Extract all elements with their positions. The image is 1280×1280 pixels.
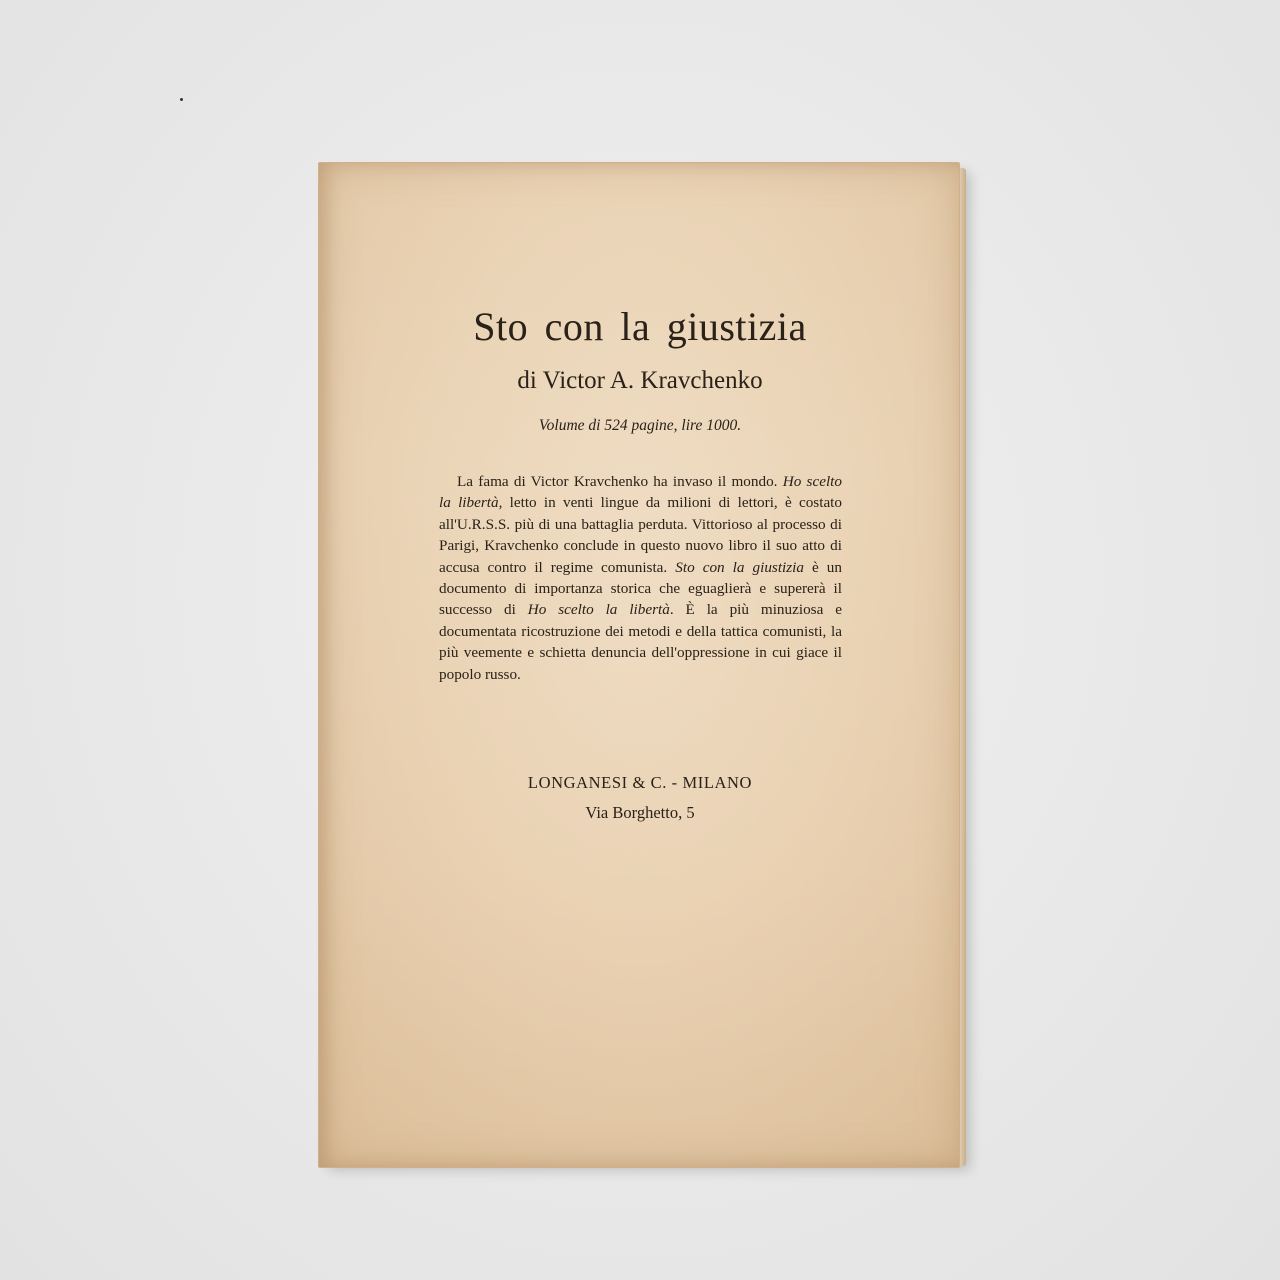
blurb-text: , letto in venti lingue da milioni di lettori, è costato all'U.R.S.S. più di una battaglia perduta. Vittorioso al processo di Parigi, Kravchenko conclude in questo nuovo libro il suo atto di accusa contro il regime comunista.	[439, 494, 842, 576]
blurb-book-title: Sto con la giustizia	[675, 558, 804, 576]
blurb-paragraph	[439, 471, 842, 685]
blurb-text: . È la più minuziosa e documentata ricostruzione dei metodi e della tattica comunisti, la più veemente e schietta denuncia dell'oppressione in cui giace il popolo russo.	[439, 601, 842, 683]
author-line: di Victor A. Kravchenko	[517, 367, 763, 394]
book-title: Sto con la giustizia	[473, 304, 807, 349]
publisher-address: Via Borghetto, 5	[585, 803, 695, 822]
cover-text-block	[319, 163, 961, 1169]
dust-speck	[180, 98, 183, 101]
blurb-book-title: Ho scelto la libertà	[527, 601, 670, 619]
blurb-text: è un documento di importanza storica che eguaglierà e supererà il successo di	[439, 558, 842, 619]
blurb-text: La fama di Victor Kravchenko ha invaso il mondo.	[457, 473, 783, 490]
volume-info: Volume di 524 pagine, lire 1000.	[538, 417, 742, 434]
publisher-name: LONGANESI & C. - MILANO	[527, 773, 753, 792]
book-back-cover	[318, 162, 960, 1168]
blurb-book-title: Ho scelto la libertà	[439, 473, 842, 512]
